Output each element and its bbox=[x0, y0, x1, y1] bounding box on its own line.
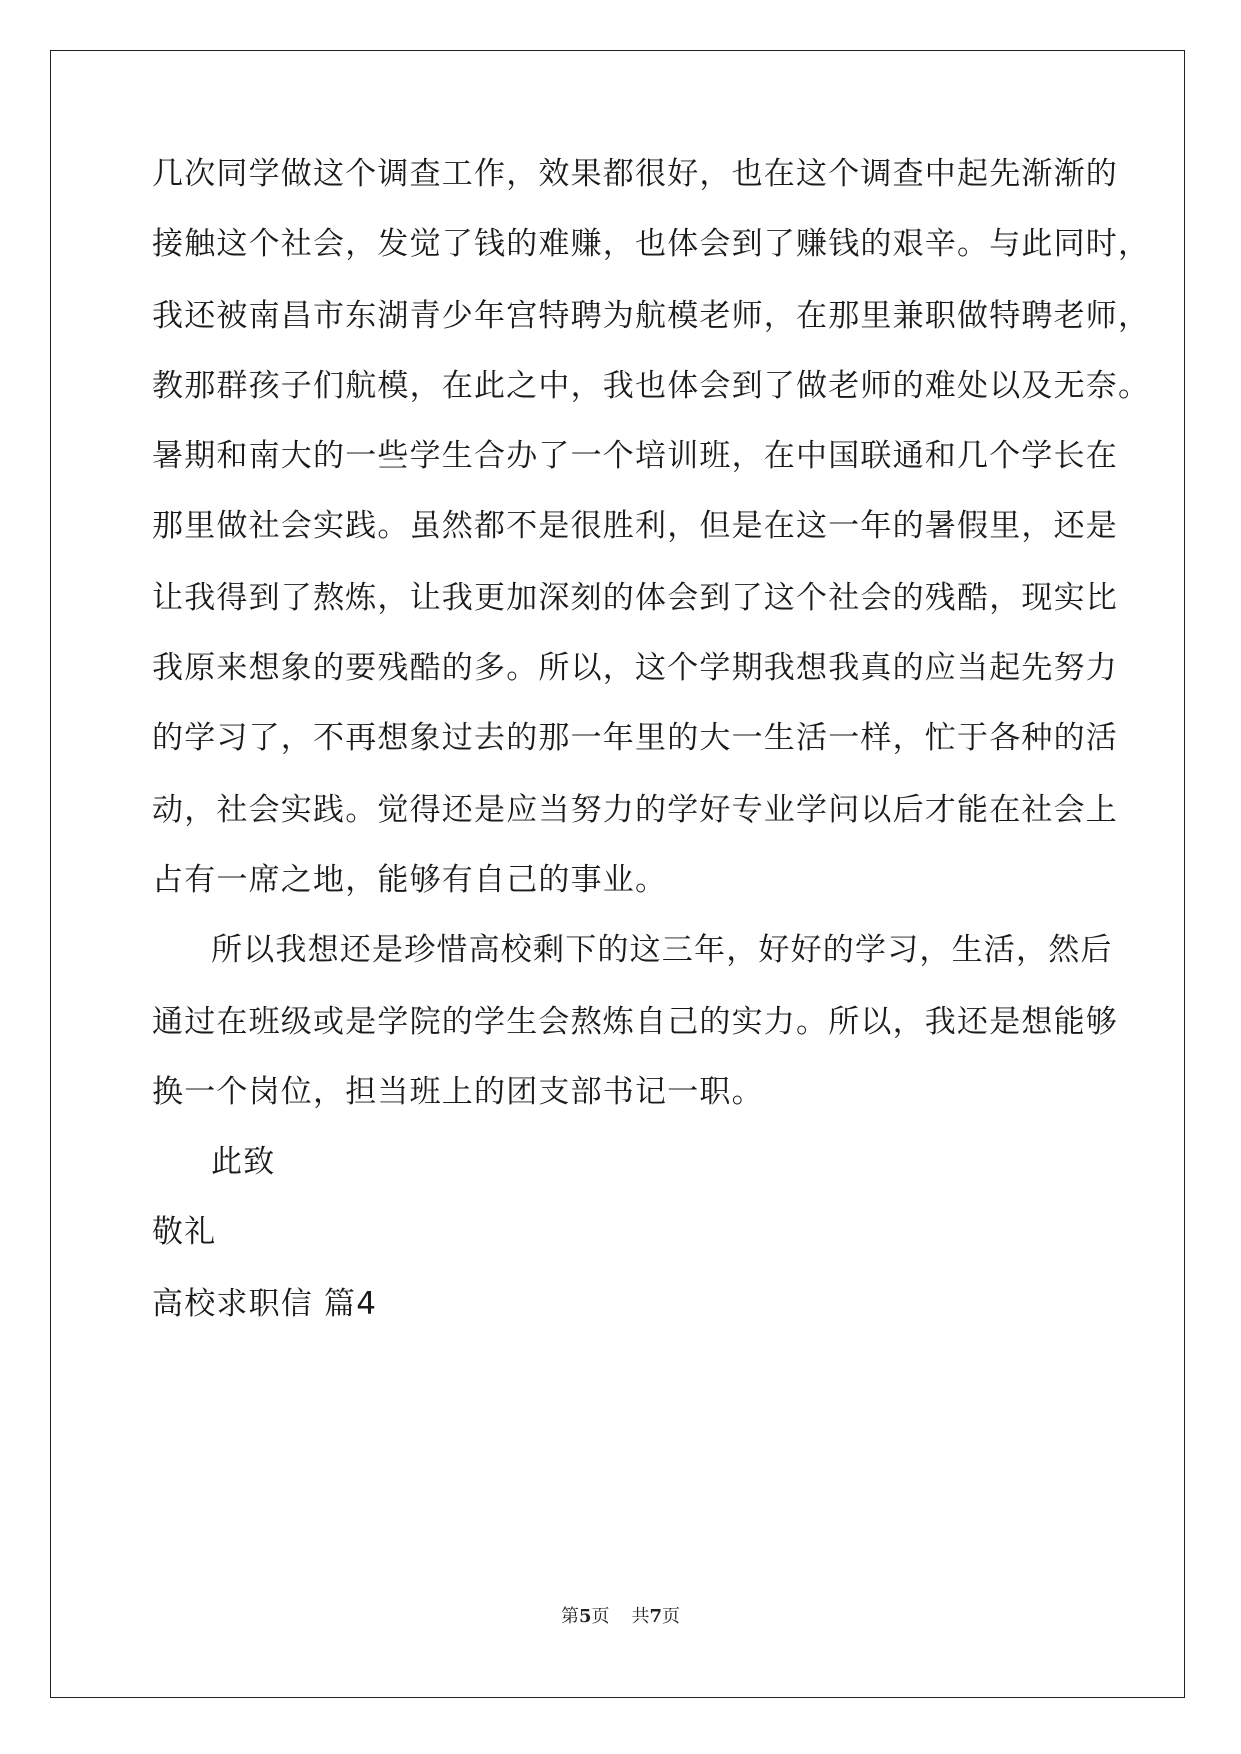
body-line: 换一个岗位，担当班上的团支部书记一职。 bbox=[152, 1074, 764, 1110]
body-line: 动，社会实践。觉得还是应当努力的学好专业学问以后才能在社会上 bbox=[152, 792, 1118, 828]
footer-page-unit: 页 bbox=[591, 1606, 610, 1627]
footer-total-unit: 页 bbox=[662, 1606, 681, 1627]
body-line: 所以我想还是珍惜高校剩下的这三年，好好的学习，生活，然后 bbox=[211, 932, 1113, 968]
body-line: 的学习了，不再想象过去的那一年里的大一生活一样，忙于各种的活 bbox=[152, 720, 1118, 756]
body-line: 暑期和南大的一些学生合办了一个培训班，在中国联通和几个学长在 bbox=[152, 438, 1118, 474]
body-line: 我原来想象的要残酷的多。所以，这个学期我想我真的应当起先努力 bbox=[152, 650, 1118, 686]
body-line: 几次同学做这个调查工作，效果都很好，也在这个调查中起先渐渐的 bbox=[152, 156, 1118, 192]
body-line: 通过在班级或是学院的学生会熬炼自己的实力。所以，我还是想能够 bbox=[152, 1004, 1118, 1040]
body-line: 接触这个社会，发觉了钱的难赚，也体会到了赚钱的艰辛。与此同时， bbox=[152, 226, 1151, 262]
footer-total-pages: 7 bbox=[649, 1606, 663, 1627]
closing-regards: 敬礼 bbox=[152, 1214, 217, 1250]
body-line: 那里做社会实践。虽然都不是很胜利，但是在这一年的暑假里，还是 bbox=[152, 508, 1118, 544]
body-line: 占有一席之地，能够有自己的事业。 bbox=[152, 862, 668, 898]
page-footer bbox=[0, 1602, 1241, 1628]
body-line: 我还被南昌市东湖青少年宫特聘为航模老师，在那里兼职做特聘老师， bbox=[152, 298, 1151, 334]
body-line: 教那群孩子们航模，在此之中，我也体会到了做老师的难处以及无奈。 bbox=[152, 368, 1151, 404]
footer-prefix: 第 bbox=[560, 1606, 579, 1627]
section-heading: 高校求职信 篇4 bbox=[152, 1286, 378, 1322]
footer-total-prefix: 共 bbox=[631, 1606, 650, 1627]
closing-salutation: 此致 bbox=[211, 1144, 276, 1180]
body-line: 让我得到了熬炼，让我更加深刻的体会到了这个社会的残酷，现实比 bbox=[152, 580, 1118, 616]
footer-current-page: 5 bbox=[578, 1606, 592, 1627]
